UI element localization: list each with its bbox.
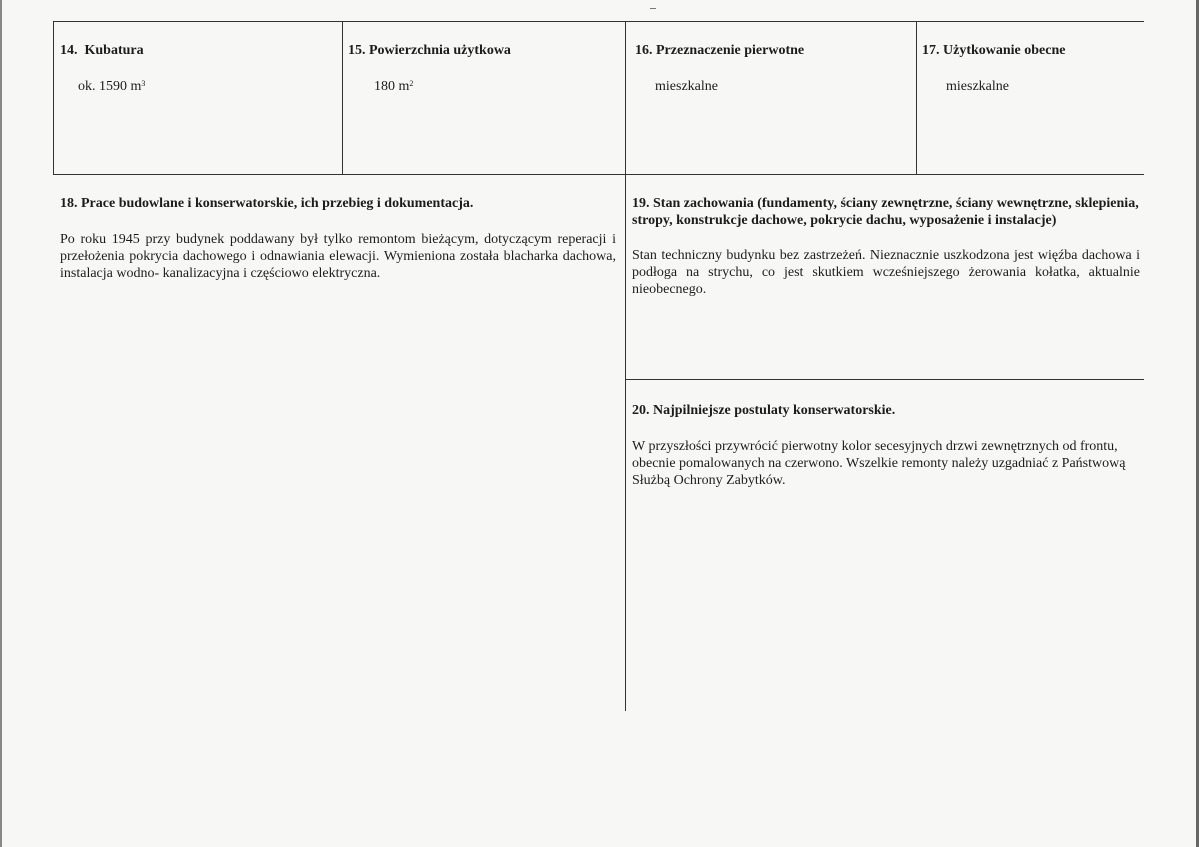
scan-edge-left [0,0,2,847]
field-16-value: mieszkalne [655,79,718,94]
field-17-value: mieszkalne [946,79,1009,94]
field-15-usable-area [348,42,618,95]
field-20-conservation-postulates [632,402,1140,489]
rule-col-3 [916,21,917,175]
rule-field19-bottom [626,379,1144,380]
field-20-label: 20. Najpilniejsze postulaty konserwatorskie. [632,403,896,418]
field-18-text: Po roku 1945 przy budynek poddawany był tylko remontom bieżącym, dotyczącym reperacji i przełożenia pokrycia dachowego i odnawiania elewacji. Wymieniona została blacharka dachowa, instalacja wodno- kanalizacyjna i częściowo elektryczna. [60,232,616,281]
rule-row1-bottom [53,174,1144,175]
field-18-label: 18. Prace budowlane i konserwatorskie, ich przebieg i dokumentacja. [60,196,474,211]
field-14-label: 14. Kubatura [60,43,144,58]
field-19-text: Stan techniczny budynku bez zastrzeżeń. Nieznacznie uszkodzona jest więźba dachowa i podłoga na strychu, co jest skutkiem wcześniejszego żerowania kołatka, aktualnie nieobecnego. [632,248,1140,297]
field-14-value-text: ok. 1590 m [78,79,142,94]
field-19-label: 19. Stan zachowania (fundamenty, ściany zewnętrzne, ściany wewnętrzne, sklepienia, stropy, konstrukcje dachowe, pokrycie dachu, wyposażenie i instalacje) [632,196,1139,228]
scan-mark-top [650,8,656,9]
field-15-unit-exponent: 2 [409,79,414,88]
field-14-unit-exponent: 3 [141,79,146,88]
field-20-text: W przyszłości przywrócić pierwotny kolor secesyjnych drzwi zewnętrznych od frontu, obecnie pomalowanych na czerwono. Wszelkie remonty należy uzgadniać z Państwową Służbą Ochrony Zabytków. [632,439,1126,488]
rule-col-1 [342,21,343,175]
field-15-label: 15. Powierzchnia użytkowa [348,43,511,58]
field-16-label: 16. Przeznaczenie pierwotne [635,43,805,58]
field-17-current-use [922,42,1137,95]
rule-col-2 [625,21,626,711]
field-19-state-of-preservation [632,195,1140,298]
field-16-original-purpose [635,42,910,95]
field-17-label: 17. Użytkowanie obecne [922,43,1066,58]
field-14-value [78,78,335,95]
field-15-value-text: 180 m [374,79,410,94]
field-15-value [374,78,618,95]
field-18-construction-works [60,195,616,282]
rule-col-left [53,21,54,175]
field-14-cubature [60,42,335,95]
rule-top [53,21,1144,22]
